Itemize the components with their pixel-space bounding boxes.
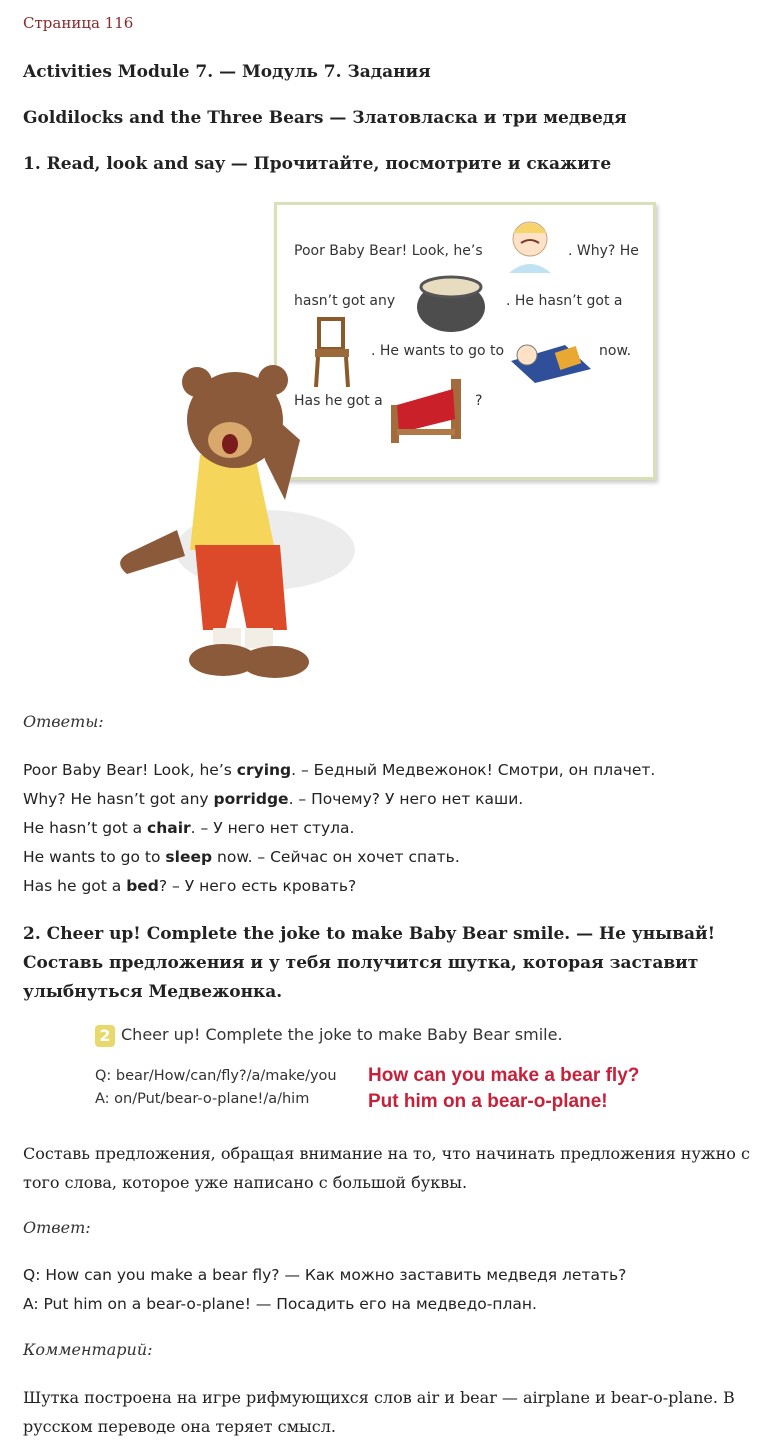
task2-instruction: Составь предложения, обращая внимание на то, что начинать предложения нужно с того слова, которое уже написано с большой буквы.	[23, 1144, 750, 1192]
answers-label: Ответы:	[23, 712, 104, 731]
board-line2a: hasn’t got any	[294, 293, 396, 309]
exercise-number-badge: 2	[95, 1025, 115, 1047]
task1-heading: 1. Read, look and say — Прочитайте, посмотрите и скажите	[23, 154, 612, 174]
comment-text: Шутка построена на игре рифмующихся слов air и bear — airplane и bear-o-plane. В русском переводе она теряет смысл.	[23, 1388, 735, 1436]
answer-line: A: Put him on a bear-o-plane! — Посадить его на медведо-план.	[23, 1295, 537, 1313]
answers-list	[23, 756, 655, 901]
exercise-question-words: Q: bear/How/can/fly?/a/make/you	[95, 1068, 337, 1084]
crying-boy-image	[499, 211, 561, 273]
board-line3b: now.	[599, 343, 632, 359]
answer-line: He wants to go to sleep now. – Сейчас он хочет спать.	[23, 848, 460, 866]
bed-image	[387, 375, 467, 445]
story-heading: Goldilocks and the Three Bears — Златовласка и три медведя	[23, 108, 627, 128]
task2-heading: 2. Cheer up! Complete the joke to make Baby Bear smile. — Не унывай! Составь предложения и у тебя получится шутка, которая заставит улыбнуться Медвежонка.	[23, 924, 716, 1002]
module-heading: Activities Module 7. — Модуль 7. Задания	[23, 62, 431, 82]
answer-line: Q: How can you make a bear fly? — Как можно заставить медведя летать?	[23, 1266, 627, 1284]
board-line3a: . He wants to go to	[371, 343, 505, 359]
answer-line: Why? He hasn’t got any porridge. – Почему? У него нет каши.	[23, 790, 524, 808]
answer-line: He hasn’t got a chair. – У него нет стула.	[23, 819, 355, 837]
exercise-title: Cheer up! Complete the joke to make Baby Bear smile.	[121, 1025, 563, 1044]
answer-label: Ответ:	[23, 1218, 91, 1237]
exercise-answer-words: A: on/Put/bear-o-plane!/a/him	[95, 1091, 310, 1107]
page-number: Страница 116	[23, 14, 134, 32]
board-line1a: Poor Baby Bear! Look, he’s	[294, 243, 483, 259]
comment-label: Комментарий:	[23, 1340, 153, 1359]
board-line1b: . Why? He	[568, 243, 639, 259]
answer-line: Poor Baby Bear! Look, he’s crying. – Бедный Медвежонок! Смотри, он плачет.	[23, 761, 656, 779]
task2-answers	[23, 1261, 626, 1319]
crying-bear-image	[105, 360, 355, 695]
exercise2-image	[95, 1020, 715, 1120]
answer-line: Has he got a bed? – У него есть кровать?	[23, 877, 357, 895]
sleeping-boy-image	[505, 325, 593, 385]
exercise-question-solution: How can you make a bear fly?	[368, 1065, 640, 1086]
board-line2b: . He hasn’t got a	[506, 293, 623, 309]
exercise-answer-solution: Put him on a bear-o-plane!	[368, 1091, 608, 1112]
board-line4a: Has he got a	[294, 393, 383, 409]
board-line4b: ?	[475, 393, 483, 409]
porridge-pot-image	[413, 267, 489, 333]
